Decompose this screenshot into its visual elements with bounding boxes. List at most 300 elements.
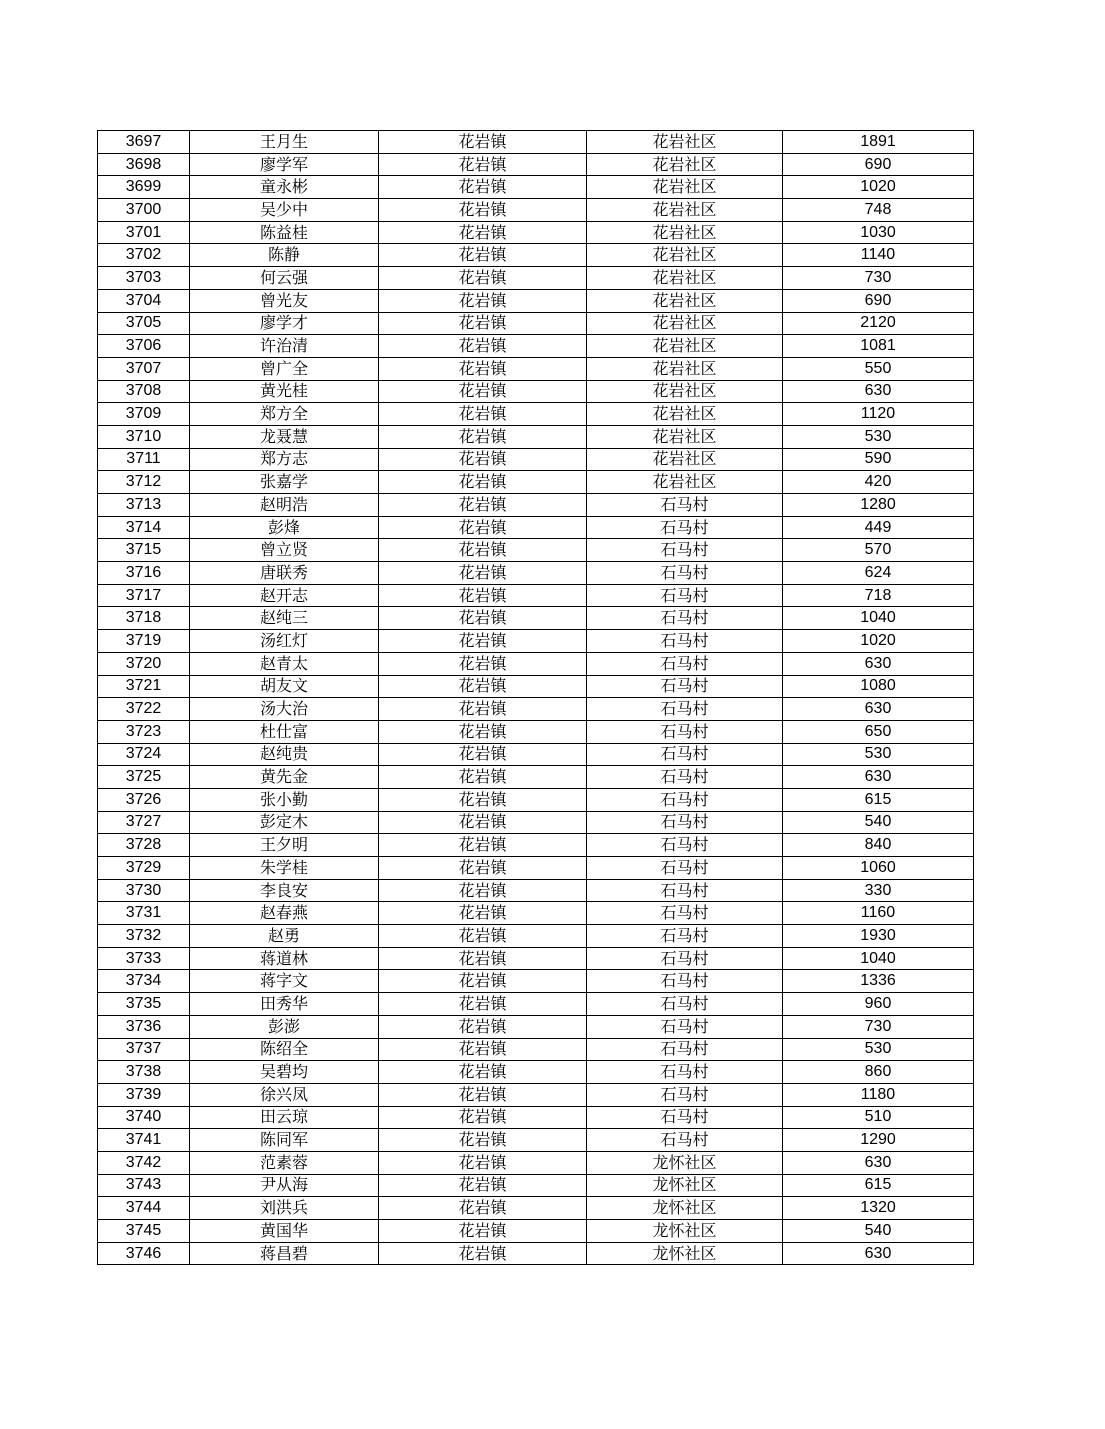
amount-cell: 550 <box>783 357 974 380</box>
index-cell: 3716 <box>98 562 190 585</box>
community-cell: 石马村 <box>587 516 783 539</box>
town-cell: 花岩镇 <box>379 970 587 993</box>
town-cell: 花岩镇 <box>379 494 587 517</box>
name-cell: 田秀华 <box>190 993 379 1016</box>
town-cell: 花岩镇 <box>379 1106 587 1129</box>
name-cell: 朱学桂 <box>190 857 379 880</box>
town-cell: 花岩镇 <box>379 562 587 585</box>
table-row <box>98 902 974 925</box>
name-cell: 彭澎 <box>190 1015 379 1038</box>
index-cell: 3711 <box>98 448 190 471</box>
index-cell: 3724 <box>98 743 190 766</box>
table-row <box>98 879 974 902</box>
index-cell: 3704 <box>98 289 190 312</box>
amount-cell: 1020 <box>783 176 974 199</box>
index-cell: 3734 <box>98 970 190 993</box>
table-row <box>98 539 974 562</box>
index-cell: 3738 <box>98 1061 190 1084</box>
amount-cell: 615 <box>783 788 974 811</box>
community-cell: 石马村 <box>587 630 783 653</box>
town-cell: 花岩镇 <box>379 153 587 176</box>
index-cell: 3719 <box>98 630 190 653</box>
amount-cell: 1080 <box>783 675 974 698</box>
amount-cell: 540 <box>783 1220 974 1243</box>
community-cell: 石马村 <box>587 1061 783 1084</box>
table-row <box>98 1015 974 1038</box>
index-cell: 3729 <box>98 857 190 880</box>
name-cell: 彭定木 <box>190 811 379 834</box>
amount-cell: 1180 <box>783 1083 974 1106</box>
index-cell: 3739 <box>98 1083 190 1106</box>
name-cell: 赵春燕 <box>190 902 379 925</box>
community-cell: 石马村 <box>587 720 783 743</box>
town-cell: 花岩镇 <box>379 539 587 562</box>
community-cell: 花岩社区 <box>587 131 783 154</box>
community-cell: 石马村 <box>587 584 783 607</box>
index-cell: 3699 <box>98 176 190 199</box>
index-cell: 3708 <box>98 380 190 403</box>
name-cell: 徐兴凤 <box>190 1083 379 1106</box>
amount-cell: 630 <box>783 1242 974 1265</box>
table-row <box>98 1106 974 1129</box>
index-cell: 3709 <box>98 403 190 426</box>
community-cell: 石马村 <box>587 494 783 517</box>
index-cell: 3727 <box>98 811 190 834</box>
amount-cell: 540 <box>783 811 974 834</box>
name-cell: 张嘉学 <box>190 471 379 494</box>
community-cell: 花岩社区 <box>587 176 783 199</box>
town-cell: 花岩镇 <box>379 1174 587 1197</box>
community-cell: 龙怀社区 <box>587 1220 783 1243</box>
amount-cell: 1336 <box>783 970 974 993</box>
amount-cell: 748 <box>783 199 974 222</box>
community-cell: 石马村 <box>587 811 783 834</box>
name-cell: 蒋字文 <box>190 970 379 993</box>
community-cell: 石马村 <box>587 902 783 925</box>
name-cell: 胡友文 <box>190 675 379 698</box>
amount-cell: 1081 <box>783 335 974 358</box>
amount-cell: 2120 <box>783 312 974 335</box>
index-cell: 3723 <box>98 720 190 743</box>
amount-cell: 1120 <box>783 403 974 426</box>
amount-cell: 1030 <box>783 221 974 244</box>
index-cell: 3728 <box>98 834 190 857</box>
index-cell: 3717 <box>98 584 190 607</box>
amount-cell: 420 <box>783 471 974 494</box>
table-row <box>98 1061 974 1084</box>
community-cell: 花岩社区 <box>587 199 783 222</box>
town-cell: 花岩镇 <box>379 698 587 721</box>
name-cell: 张小勤 <box>190 788 379 811</box>
community-cell: 石马村 <box>587 1106 783 1129</box>
community-cell: 石马村 <box>587 879 783 902</box>
town-cell: 花岩镇 <box>379 607 587 630</box>
community-cell: 石马村 <box>587 1129 783 1152</box>
table-row <box>98 947 974 970</box>
community-cell: 石马村 <box>587 652 783 675</box>
index-cell: 3705 <box>98 312 190 335</box>
amount-cell: 510 <box>783 1106 974 1129</box>
index-cell: 3722 <box>98 698 190 721</box>
name-cell: 蒋昌碧 <box>190 1242 379 1265</box>
table-row <box>98 1083 974 1106</box>
table-row <box>98 562 974 585</box>
name-cell: 赵明浩 <box>190 494 379 517</box>
name-cell: 曾立贤 <box>190 539 379 562</box>
index-cell: 3710 <box>98 425 190 448</box>
index-cell: 3730 <box>98 879 190 902</box>
index-cell: 3706 <box>98 335 190 358</box>
community-cell: 石马村 <box>587 1015 783 1038</box>
name-cell: 陈静 <box>190 244 379 267</box>
amount-cell: 1140 <box>783 244 974 267</box>
table-row <box>98 516 974 539</box>
index-cell: 3736 <box>98 1015 190 1038</box>
index-cell: 3712 <box>98 471 190 494</box>
index-cell: 3725 <box>98 766 190 789</box>
index-cell: 3714 <box>98 516 190 539</box>
name-cell: 赵青太 <box>190 652 379 675</box>
index-cell: 3721 <box>98 675 190 698</box>
name-cell: 廖学才 <box>190 312 379 335</box>
table-row <box>98 1220 974 1243</box>
community-cell: 石马村 <box>587 743 783 766</box>
community-cell: 花岩社区 <box>587 357 783 380</box>
town-cell: 花岩镇 <box>379 516 587 539</box>
community-cell: 龙怀社区 <box>587 1242 783 1265</box>
table-row <box>98 766 974 789</box>
community-cell: 花岩社区 <box>587 244 783 267</box>
amount-cell: 730 <box>783 267 974 290</box>
town-cell: 花岩镇 <box>379 380 587 403</box>
town-cell: 花岩镇 <box>379 1083 587 1106</box>
community-cell: 花岩社区 <box>587 403 783 426</box>
name-cell: 唐联秀 <box>190 562 379 585</box>
town-cell: 花岩镇 <box>379 1242 587 1265</box>
town-cell: 花岩镇 <box>379 925 587 948</box>
community-cell: 石马村 <box>587 675 783 698</box>
table-row <box>98 244 974 267</box>
community-cell: 石马村 <box>587 857 783 880</box>
table-row <box>98 698 974 721</box>
name-cell: 王夕明 <box>190 834 379 857</box>
name-cell: 杜仕富 <box>190 720 379 743</box>
name-cell: 蒋道林 <box>190 947 379 970</box>
table-row <box>98 471 974 494</box>
town-cell: 花岩镇 <box>379 720 587 743</box>
amount-cell: 1320 <box>783 1197 974 1220</box>
amount-cell: 690 <box>783 289 974 312</box>
table-row <box>98 1174 974 1197</box>
town-cell: 花岩镇 <box>379 1061 587 1084</box>
table-row <box>98 267 974 290</box>
community-cell: 花岩社区 <box>587 221 783 244</box>
name-cell: 黄国华 <box>190 1220 379 1243</box>
town-cell: 花岩镇 <box>379 267 587 290</box>
name-cell: 范素蓉 <box>190 1151 379 1174</box>
name-cell: 陈益桂 <box>190 221 379 244</box>
table-row <box>98 1197 974 1220</box>
amount-cell: 530 <box>783 425 974 448</box>
amount-cell: 1020 <box>783 630 974 653</box>
community-cell: 花岩社区 <box>587 448 783 471</box>
community-cell: 花岩社区 <box>587 153 783 176</box>
name-cell: 王月生 <box>190 131 379 154</box>
table-row <box>98 131 974 154</box>
table-row <box>98 312 974 335</box>
amount-cell: 1290 <box>783 1129 974 1152</box>
index-cell: 3737 <box>98 1038 190 1061</box>
town-cell: 花岩镇 <box>379 1015 587 1038</box>
community-cell: 石马村 <box>587 947 783 970</box>
town-cell: 花岩镇 <box>379 312 587 335</box>
index-cell: 3720 <box>98 652 190 675</box>
town-cell: 花岩镇 <box>379 199 587 222</box>
name-cell: 李良安 <box>190 879 379 902</box>
town-cell: 花岩镇 <box>379 1129 587 1152</box>
town-cell: 花岩镇 <box>379 471 587 494</box>
table-row <box>98 630 974 653</box>
town-cell: 花岩镇 <box>379 425 587 448</box>
table-row <box>98 743 974 766</box>
community-cell: 石马村 <box>587 539 783 562</box>
amount-cell: 718 <box>783 584 974 607</box>
name-cell: 赵纯三 <box>190 607 379 630</box>
table-row <box>98 607 974 630</box>
amount-cell: 1891 <box>783 131 974 154</box>
community-cell: 花岩社区 <box>587 471 783 494</box>
table-row <box>98 494 974 517</box>
amount-cell: 630 <box>783 766 974 789</box>
town-cell: 花岩镇 <box>379 335 587 358</box>
town-cell: 花岩镇 <box>379 879 587 902</box>
index-cell: 3697 <box>98 131 190 154</box>
town-cell: 花岩镇 <box>379 289 587 312</box>
index-cell: 3741 <box>98 1129 190 1152</box>
amount-cell: 530 <box>783 1038 974 1061</box>
table-row <box>98 652 974 675</box>
table-row <box>98 425 974 448</box>
table-row <box>98 811 974 834</box>
amount-cell: 630 <box>783 1151 974 1174</box>
index-cell: 3731 <box>98 902 190 925</box>
table-row <box>98 153 974 176</box>
index-cell: 3698 <box>98 153 190 176</box>
name-cell: 黄光桂 <box>190 380 379 403</box>
name-cell: 吴碧均 <box>190 1061 379 1084</box>
name-cell: 何云强 <box>190 267 379 290</box>
community-cell: 石马村 <box>587 766 783 789</box>
town-cell: 花岩镇 <box>379 857 587 880</box>
index-cell: 3746 <box>98 1242 190 1265</box>
table-row <box>98 970 974 993</box>
town-cell: 花岩镇 <box>379 834 587 857</box>
amount-cell: 630 <box>783 380 974 403</box>
community-cell: 石马村 <box>587 788 783 811</box>
town-cell: 花岩镇 <box>379 652 587 675</box>
table-row <box>98 993 974 1016</box>
index-cell: 3702 <box>98 244 190 267</box>
community-cell: 花岩社区 <box>587 380 783 403</box>
name-cell: 陈绍全 <box>190 1038 379 1061</box>
name-cell: 赵勇 <box>190 925 379 948</box>
community-cell: 石马村 <box>587 1038 783 1061</box>
amount-cell: 860 <box>783 1061 974 1084</box>
amount-cell: 630 <box>783 698 974 721</box>
name-cell: 吴少中 <box>190 199 379 222</box>
index-cell: 3733 <box>98 947 190 970</box>
town-cell: 花岩镇 <box>379 1220 587 1243</box>
name-cell: 郑方志 <box>190 448 379 471</box>
index-cell: 3735 <box>98 993 190 1016</box>
index-cell: 3707 <box>98 357 190 380</box>
town-cell: 花岩镇 <box>379 403 587 426</box>
amount-cell: 624 <box>783 562 974 585</box>
community-cell: 花岩社区 <box>587 312 783 335</box>
table-row <box>98 448 974 471</box>
town-cell: 花岩镇 <box>379 448 587 471</box>
amount-cell: 449 <box>783 516 974 539</box>
town-cell: 花岩镇 <box>379 630 587 653</box>
table-row <box>98 675 974 698</box>
community-cell: 花岩社区 <box>587 289 783 312</box>
name-cell: 赵纯贵 <box>190 743 379 766</box>
table-row <box>98 176 974 199</box>
table-row <box>98 335 974 358</box>
name-cell: 黄先金 <box>190 766 379 789</box>
name-cell: 尹从海 <box>190 1174 379 1197</box>
name-cell: 赵开志 <box>190 584 379 607</box>
amount-cell: 690 <box>783 153 974 176</box>
index-cell: 3715 <box>98 539 190 562</box>
index-cell: 3703 <box>98 267 190 290</box>
table-row <box>98 584 974 607</box>
table-row <box>98 357 974 380</box>
town-cell: 花岩镇 <box>379 244 587 267</box>
town-cell: 花岩镇 <box>379 131 587 154</box>
table-row <box>98 199 974 222</box>
name-cell: 陈同军 <box>190 1129 379 1152</box>
table-row <box>98 720 974 743</box>
amount-cell: 530 <box>783 743 974 766</box>
index-cell: 3732 <box>98 925 190 948</box>
name-cell: 龙聂慧 <box>190 425 379 448</box>
amount-cell: 615 <box>783 1174 974 1197</box>
table-body <box>98 131 974 1265</box>
town-cell: 花岩镇 <box>379 357 587 380</box>
table-row <box>98 221 974 244</box>
amount-cell: 1280 <box>783 494 974 517</box>
name-cell: 田云琼 <box>190 1106 379 1129</box>
table-row <box>98 1129 974 1152</box>
amount-cell: 590 <box>783 448 974 471</box>
index-cell: 3701 <box>98 221 190 244</box>
name-cell: 郑方全 <box>190 403 379 426</box>
table-row <box>98 857 974 880</box>
name-cell: 廖学军 <box>190 153 379 176</box>
name-cell: 许治清 <box>190 335 379 358</box>
table-row <box>98 834 974 857</box>
community-cell: 石马村 <box>587 970 783 993</box>
amount-cell: 1930 <box>783 925 974 948</box>
amount-cell: 840 <box>783 834 974 857</box>
name-cell: 汤红灯 <box>190 630 379 653</box>
town-cell: 花岩镇 <box>379 675 587 698</box>
name-cell: 曾光友 <box>190 289 379 312</box>
amount-cell: 1040 <box>783 607 974 630</box>
community-cell: 花岩社区 <box>587 425 783 448</box>
index-cell: 3718 <box>98 607 190 630</box>
town-cell: 花岩镇 <box>379 1038 587 1061</box>
table-row <box>98 1038 974 1061</box>
town-cell: 花岩镇 <box>379 176 587 199</box>
community-cell: 石马村 <box>587 562 783 585</box>
table-row <box>98 1242 974 1265</box>
index-cell: 3713 <box>98 494 190 517</box>
town-cell: 花岩镇 <box>379 1151 587 1174</box>
community-cell: 石马村 <box>587 698 783 721</box>
community-cell: 石马村 <box>587 834 783 857</box>
amount-cell: 1060 <box>783 857 974 880</box>
community-cell: 花岩社区 <box>587 335 783 358</box>
table-row <box>98 788 974 811</box>
amount-cell: 650 <box>783 720 974 743</box>
amount-cell: 630 <box>783 652 974 675</box>
table-row <box>98 289 974 312</box>
community-cell: 龙怀社区 <box>587 1174 783 1197</box>
name-cell: 曾广全 <box>190 357 379 380</box>
table-row <box>98 403 974 426</box>
town-cell: 花岩镇 <box>379 993 587 1016</box>
town-cell: 花岩镇 <box>379 811 587 834</box>
table-row <box>98 1151 974 1174</box>
town-cell: 花岩镇 <box>379 743 587 766</box>
town-cell: 花岩镇 <box>379 1197 587 1220</box>
index-cell: 3744 <box>98 1197 190 1220</box>
town-cell: 花岩镇 <box>379 584 587 607</box>
table-row <box>98 380 974 403</box>
town-cell: 花岩镇 <box>379 766 587 789</box>
name-cell: 彭烽 <box>190 516 379 539</box>
community-cell: 石马村 <box>587 993 783 1016</box>
community-cell: 龙怀社区 <box>587 1151 783 1174</box>
community-cell: 花岩社区 <box>587 267 783 290</box>
amount-cell: 330 <box>783 879 974 902</box>
community-cell: 石马村 <box>587 607 783 630</box>
index-cell: 3740 <box>98 1106 190 1129</box>
index-cell: 3700 <box>98 199 190 222</box>
town-cell: 花岩镇 <box>379 947 587 970</box>
community-cell: 石马村 <box>587 925 783 948</box>
index-cell: 3743 <box>98 1174 190 1197</box>
index-cell: 3726 <box>98 788 190 811</box>
name-cell: 汤大治 <box>190 698 379 721</box>
amount-cell: 730 <box>783 1015 974 1038</box>
amount-cell: 1040 <box>783 947 974 970</box>
town-cell: 花岩镇 <box>379 788 587 811</box>
amount-cell: 1160 <box>783 902 974 925</box>
index-cell: 3745 <box>98 1220 190 1243</box>
name-cell: 童永彬 <box>190 176 379 199</box>
name-cell: 刘洪兵 <box>190 1197 379 1220</box>
community-cell: 龙怀社区 <box>587 1197 783 1220</box>
data-table <box>97 130 974 1265</box>
amount-cell: 570 <box>783 539 974 562</box>
community-cell: 石马村 <box>587 1083 783 1106</box>
table-row <box>98 925 974 948</box>
town-cell: 花岩镇 <box>379 221 587 244</box>
amount-cell: 960 <box>783 993 974 1016</box>
